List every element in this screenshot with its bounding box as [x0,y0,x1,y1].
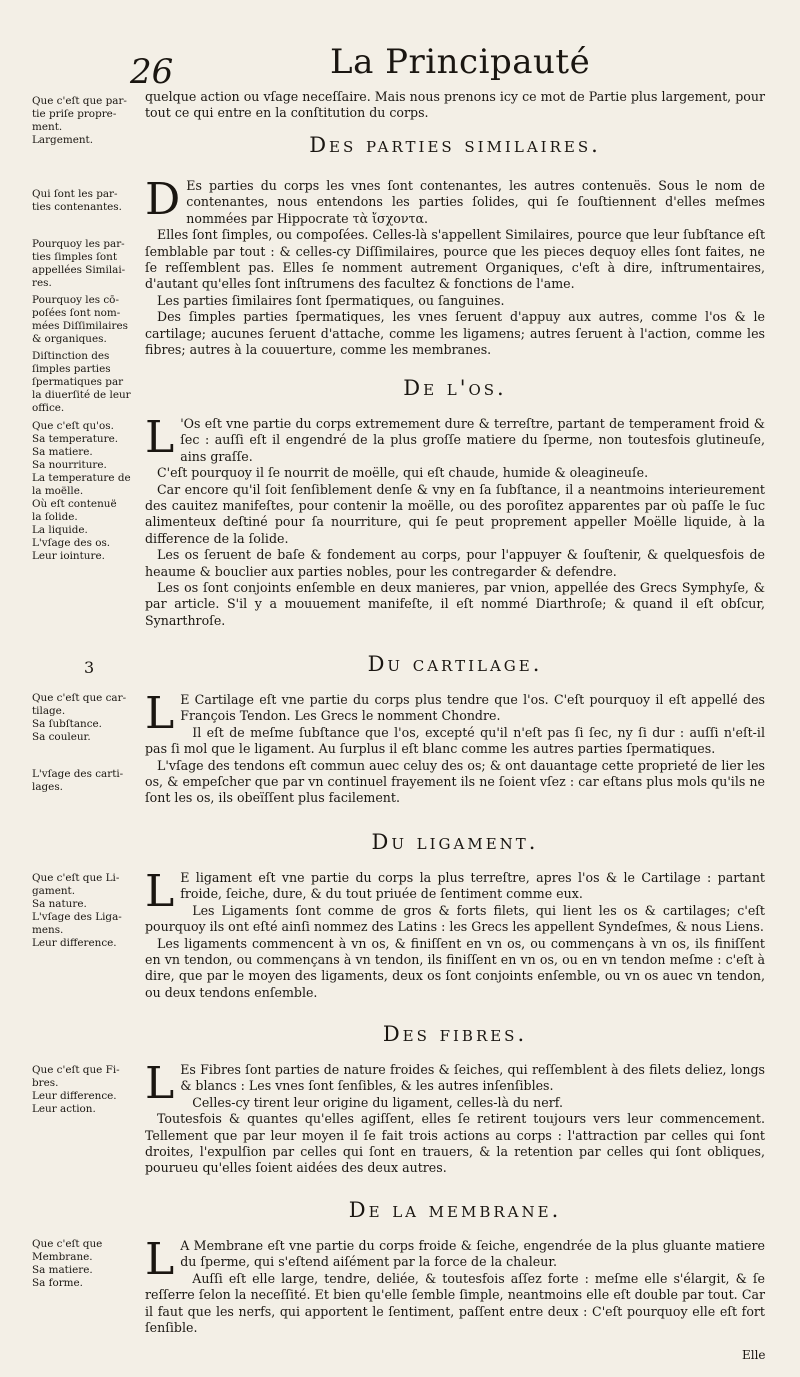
margin-note: Que c'eſt qu'os. Sa temperature. Sa matiere. Sa nourriture. La temperature de la moëlle. Où eſt contenuë la ſolide. La liquide. L'vſage des os. Leur iointure. [32,420,131,562]
drop-cap: L [145,866,175,917]
section-heading: Des fibres. [382,1022,528,1046]
drop-cap: L [145,688,175,739]
margin-note: L'vſage des carti- lages. [32,768,124,793]
section-body: L 'Os eſt vne partie du corps extremement dure & terreſtre, partant de temperament froid & ſec : auſſi eſt il engendré de la plus groſſe matiere du ſperme, non toutesfois glutineuſe, ains graſſe. C'eſt pourquoy il ſe nourrit de moëlle, qui eſt chaude, humide & oleagineuſe. Car encore qu'il ſoit ſenſiblement denſe & vny en ſa ſubſtance, il a neantmoins interieurement des cauitez manifeſtes, pour contenir la moëlle, ou des poroſitez apparentes par où paſſe le ſuc alimenteux deſtiné pour ſa nourriture, qui ſe peut proprement appeller Moëlle liquide, à la difference de la ſolide. Les os ſeruent de baſe & fondement au corps, pour l'appuyer & ſouſtenir, & quelquesfois de heaume & bouclier aux parties nobles, pour les contregarder & defendre. Les os ſont conjoints enſemble en deux manieres, par vnion, appellée des Grecs Symphyſe, & par article. S'il y a mouuement manifeſte, il eſt nommé Diarthroſe; & quand il eſt obſcur, Synarthroſe. [145,412,765,628]
section-body: L E Cartilage eſt vne partie du corps plus tendre que l'os. C'eſt pourquoy il eſt appellé des François Tendon. Les Grecs le nomment Chondre. Il eſt de meſme ſubſtance que l'os, excepté qu'il n'eſt pas ſi ſec, ny ſi dur : auſſi n'eſt-il pas ſi mol que le ligament. Au ſurplus il eſt blanc comme les autres parties ſpermatiques. L'vſage des tendons eſt commun auec celuy des os; & ont dauantage cette proprieté de lier les os, & empeſcher que par vn continuel frayement ils ne ſoient vſez : car eſtans plus mols qu'ils ne ſont les os, ils obeïſſent plus facilement. [145,688,765,806]
section-heading: De la membrane. [348,1198,562,1222]
margin-note: Que c'eſt que Fi- bres. Leur difference. Leur action. [32,1064,120,1115]
intro-paragraph: quelque action ou vſage neceſſaire. Mais nous prenons icy ce mot de Partie plus largement, pour tout ce qui entre en la conſtitution du corps. [145,89,765,121]
section-body: L E ligament eſt vne partie du corps la plus terreſtre, apres l'os & le Cartilage : partant froide, ſeiche, dure, & du tout priuée de ſentiment comme eux. Les Ligaments ſont comme de gros & forts filets, qui lient les os & cartilages; c'eſt pourquoy ils ont eſté ainſi nommez des Latins : les Grecs les appellent Syndeſmes, & nous Liens. Les ligaments commencent à vn os, & finiſſent en vn os, ou commençans à vn os, ils finiſſent en vn tendon, ou commençans à vn tendon, ils finiſſent en vn os, ou en vn tendon meſme : c'eſt à dire, que par le moyen des ligaments, deux os ſont conjoints enſemble, ou vn os auec vn tendon, ou deux tendons enſemble. [145,866,765,1000]
margin-note: Qui ſont les par- ties contenantes. [32,188,122,213]
margin-note: Pourquoy les par- ties ſimples ſont appellées Similai- res. [32,238,126,289]
drop-cap: L [145,1058,175,1109]
margin-note: Que c'eſt que car- tilage. Sa ſubſtance. Sa couleur. [32,692,127,743]
section-heading: Du cartilage. [367,652,543,676]
drop-cap: L [145,1234,175,1285]
section-heading: De l'os. [403,376,507,400]
stray-mark: 3 [84,658,95,677]
page-number: 26 [130,52,174,92]
catchword: Elle [742,1348,766,1362]
margin-note: Que c'eſt que Li- gament. Sa nature. L'vſage des Liga- mens. Leur difference. [32,872,122,949]
margin-note: Pourquoy les cō- poſées ſont nom- mées Diſſimilaires & organiques. [32,294,128,345]
margin-note: Que c'eſt que par- tie priſe propre- ment. Largement. [32,95,127,146]
section-heading: Du ligament. [371,830,539,854]
section-body: D Es parties du corps les vnes ſont contenantes, les autres contenuës. Sous le nom de contenantes, nous entendons les parties ſolides, qui ſe ſouſtiennent d'elles meſmes nommées par Hippocrate τὰ ἴσχοντα. Elles ſont ſimples, ou compoſées. Celles-là s'appellent Similaires, pource que leur ſubſtance eſt ſemblable par tout : & celles-cy Diſſimilaires, pource que les pieces dequoy elles ſont faites, ne ſe reſſemblent pas. Elles ſe nomment autrement Organiques, c'eſt à dire, inſtrumentaires, d'autant qu'elles ſont inſtrumens des facultez & fonctions de l'ame. Les parties ſimilaires ſont ſpermatiques, ou ſanguines. Des ſimples parties ſpermatiques, les vnes ſeruent d'appuy aux autres, comme l'os & le cartilage; aucunes ſeruent d'attache, comme les ligamens; autres ſeruent à l'action, comme les fibres; autres à la couuerture, comme les membranes. [145,174,765,358]
section-body: L Es Fibres ſont parties de nature froides & ſeiches, qui reſſemblent à des filets deliez, longs & blancs : Les vnes ſont ſenſibles, & les autres inſenſibles. Celles-cy tirent leur origine du ligament, celles-là du nerf. Toutesfois & quantes qu'elles agiſſent, elles ſe retirent toujours vers leur commencement. Tellement que par leur moyen il ſe fait trois actions au corps : l'attraction par celles qui ſont droites, l'expulſion par celles qui ſont en trauers, & la retention par celles qui ſont obliques, pourueu qu'elles ſoient aidées des deux autres. [145,1058,765,1176]
running-head: La Principauté [330,42,591,82]
margin-note: Diſtinction des ſimples parties ſpermatiques par la diuerſité de leur office. [32,350,131,414]
section-body: L A Membrane eſt vne partie du corps froide & ſeiche, engendrée de la plus gluante matiere du ſperme, qui s'eſtend aiſément par la force de la chaleur. Auſſi eſt elle large, tendre, deliée, & toutesfois aſſez forte : meſme elle s'élargit, & ſe reſſerre ſelon la neceſſité. Et bien qu'elle ſemble ſimple, neantmoins elle eſt double par tout. Car il faut que les nerfs, qui apportent le ſentiment, paſſent entre deux : C'eſt pourquoy elle eſt fort ſenſible. [145,1234,765,1336]
drop-cap: D [145,174,181,225]
drop-cap: L [145,412,175,463]
section-heading: Des parties similaires. [309,133,601,157]
margin-note: Que c'eſt que Membrane. Sa matiere. Sa forme. [32,1238,103,1289]
